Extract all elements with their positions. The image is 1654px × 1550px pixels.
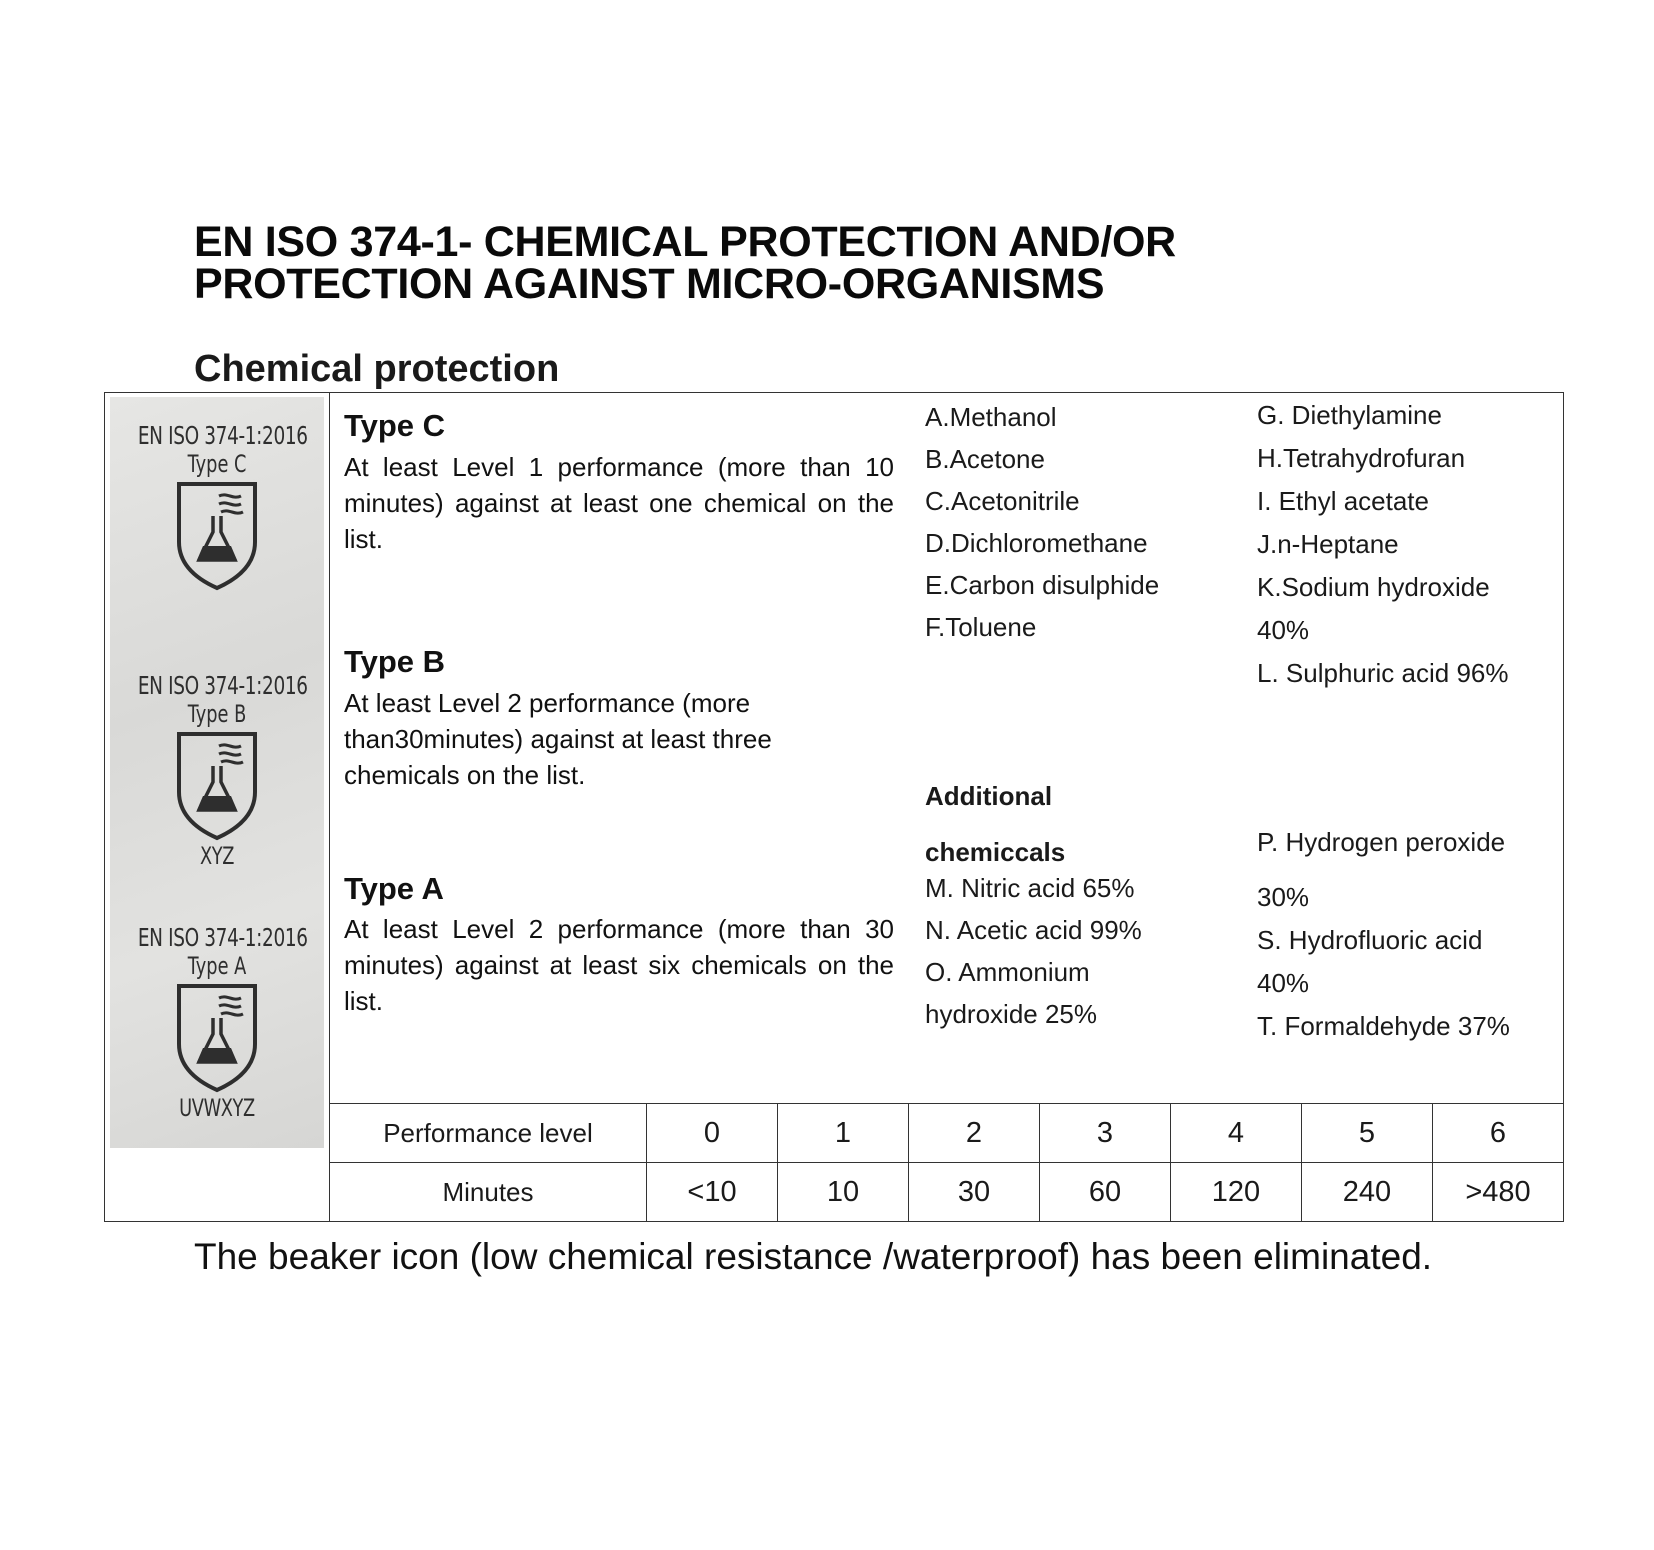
- section-subtitle: Chemical protection: [194, 348, 560, 390]
- footer-note: The beaker icon (low chemical resistance /waterproof) has been eliminated.: [194, 1236, 1433, 1277]
- table-row-header: Performance level: [330, 1104, 647, 1163]
- list-item: I. Ethyl acetate: [1257, 486, 1429, 516]
- chemical-shield-icon: [175, 730, 259, 842]
- list-item: H.Tetrahydrofuran: [1257, 443, 1466, 473]
- additional-heading-line-2: chemiccals: [925, 837, 1066, 867]
- chemical-list-g-l: [1257, 394, 1549, 695]
- label-standard: EN ISO 374-1:2016: [137, 421, 308, 450]
- list-item: J.n-Heptane: [1257, 529, 1399, 559]
- label-type-c: [110, 422, 324, 592]
- type-b-heading: Type B: [344, 644, 446, 679]
- table-cell: 5: [1302, 1104, 1433, 1163]
- additional-heading-line-1: Additional: [925, 781, 1053, 811]
- page-title: [194, 218, 1494, 308]
- list-item: L. Sulphuric acid 96%: [1257, 658, 1509, 688]
- list-item: E.Carbon disulphide: [925, 570, 1160, 600]
- type-c-description: At least Level 1 performance (more than 10 minutes) against at least one chemical on the list.: [344, 452, 894, 554]
- table-cell: 240: [1302, 1163, 1433, 1222]
- table-cell: <10: [647, 1163, 778, 1222]
- label-type-a: [110, 924, 324, 1122]
- list-item: T. Formaldehyde 37%: [1257, 1011, 1510, 1041]
- label-type: Type C: [187, 450, 247, 478]
- label-type: Type A: [187, 952, 247, 980]
- table-cell: 30: [909, 1163, 1040, 1222]
- table-row-header: Minutes: [330, 1163, 647, 1222]
- type-a-heading: Type A: [344, 871, 444, 906]
- label-type-b: [110, 672, 324, 870]
- table-row: [330, 1104, 1564, 1163]
- list-item-text: K.Sodium hydroxide: [1257, 572, 1490, 602]
- table-cell: >480: [1433, 1163, 1564, 1222]
- list-item: [1257, 566, 1549, 609]
- label-type: Type B: [187, 700, 247, 728]
- list-item: 30%: [1257, 882, 1310, 912]
- additional-chemicals-heading: [925, 768, 1065, 880]
- list-item: G. Diethylamine: [1257, 400, 1442, 430]
- type-a-description: At least Level 2 performance (more than 30 minutes) against at least six chemicals on the list.: [344, 914, 894, 1016]
- list-item: M. Nitric acid 65%: [925, 873, 1135, 903]
- table-cell: 120: [1171, 1163, 1302, 1222]
- list-item: N. Acetic acid 99%: [925, 915, 1142, 945]
- table-cell: 60: [1040, 1163, 1171, 1222]
- list-item: S. Hydrofluoric acid: [1257, 925, 1483, 955]
- type-c-heading: Type C: [344, 408, 446, 443]
- table-cell: 4: [1171, 1104, 1302, 1163]
- list-item: 40%: [1257, 615, 1310, 645]
- list-item: F.Toluene: [925, 612, 1037, 642]
- list-item: hydroxide 25%: [925, 999, 1097, 1029]
- table-cell: 0: [647, 1104, 778, 1163]
- table-cell: 1: [778, 1104, 909, 1163]
- label-standard: EN ISO 374-1:2016: [137, 923, 308, 952]
- label-standard: EN ISO 374-1:2016: [137, 671, 308, 700]
- list-item: P. Hydrogen peroxide: [1257, 827, 1506, 857]
- list-item: O. Ammonium: [925, 957, 1090, 987]
- list-item: C.Acetonitrile: [925, 486, 1080, 516]
- performance-level-table: [329, 1103, 1564, 1222]
- table-cell: 3: [1040, 1104, 1171, 1163]
- table-column-divider: [329, 393, 330, 1222]
- chemical-shield-icon: [175, 480, 259, 592]
- table-cell: 10: [778, 1163, 909, 1222]
- chemical-list-a-f: [925, 396, 1159, 648]
- table-row: [330, 1163, 1564, 1222]
- table-cell: 2: [909, 1104, 1040, 1163]
- page-title-line-1: EN ISO 374-1- CHEMICAL PROTECTION AND/OR: [194, 218, 1176, 266]
- table-cell: 6: [1433, 1104, 1564, 1163]
- chemical-shield-icon: [175, 982, 259, 1094]
- page-title-line-2: PROTECTION AGAINST MICRO-ORGANISMS: [194, 260, 1105, 308]
- label-chemical-code: UVWXYZ: [179, 1094, 255, 1122]
- list-item: B.Acetone: [925, 444, 1045, 474]
- list-item: 40%: [1257, 968, 1310, 998]
- type-b-description: At least Level 2 performance (more than30minutes) against at least three chemicals on the list.: [344, 688, 772, 790]
- additional-chemical-list-p-t: [1257, 821, 1510, 1048]
- glove-label-photo: [110, 397, 324, 1148]
- label-chemical-code: XYZ: [199, 842, 235, 870]
- list-item: A.Methanol: [925, 402, 1057, 432]
- list-item: D.Dichloromethane: [925, 528, 1148, 558]
- additional-chemical-list-m-o: [925, 867, 1142, 1035]
